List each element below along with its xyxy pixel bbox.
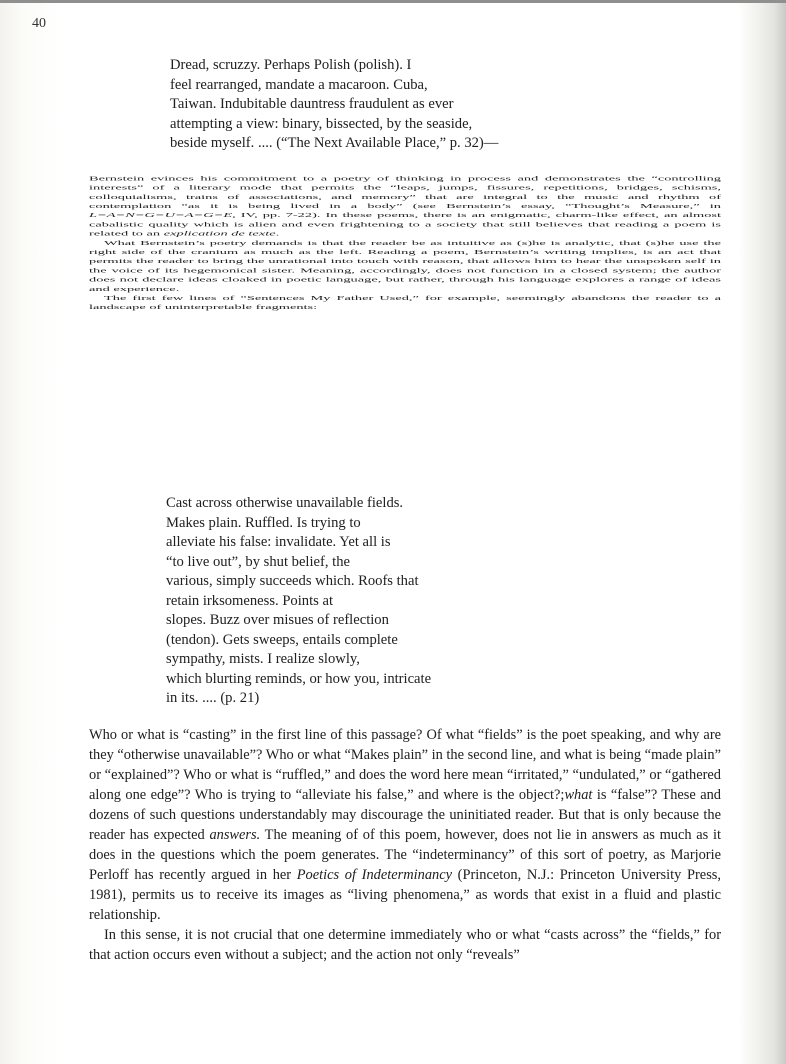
- quote-line: Cast across otherwise unavailable fields.: [166, 495, 404, 511]
- quote-line: Makes plain. Ruffled. Is trying to: [166, 514, 361, 531]
- quote-line: beside myself. .... (“The Next Available Place,” p. 32)—: [170, 135, 499, 151]
- paragraph: What Bernstein’s poetry demands is that the reader be as intuitive as (s)he is analytic, that (s)he use the right side of the cranium as much as the left. Reading a poem, Bernstein’s writing implies, is an act that permits the reader to bring the unrational into touch with reason, that allows him to hear the unspoken self in the voice of its hegemonical sister. Meaning, accordingly, does not function in a closed system; the author does not declare ideas cloaked in poetic language, but rather, through his language explores a range of ideas and experience.: [89, 239, 721, 293]
- quote-line: alleviate his false: invalidate. Yet all is: [166, 534, 391, 550]
- paragraph: Bernstein evinces his commitment to a poetry of thinking in process and demonstrates the “controlling interests” of a literary mode that permits the “leaps, jumps, fissures, repetitions, bridges, schisms, colloquialisms, trains of associations, and memory” that are integral to the music and rhythm of contemplation “as it is being lived in a body” (see Bernstein’s essay, “Thought’s Measure,” in L=A=N=G=U=A=G=E, IV, pp. 7-22). In these poems, there is an enigmatic, charm-like effect, an almost cabalistic quality which is alien and even frightening to a society that still believes that reading a poem is related to an explication de texte.: [89, 174, 721, 238]
- quote-line: Taiwan. Indubitable dauntress fraudulent as ever: [170, 96, 454, 112]
- paragraph: Who or what is “casting” in the first line of this passage? Of what “fields” is the poet speaking, and why are they “otherwise unavailable”? Who or what “Makes plain” in the second line, and what is being “made plain” or “explained”? Who or what is “ruffled,” and does the word here mean “irritated,” “undulated,” or “gathered along one edge”? Who is trying to “alleviate his false,” and where is the object?;what is “false”? These and dozens of such questions understandably may discourage the uninitiated reader. But that is only because the reader has expected answers. The meaning of of this poem, however, does not lie in answers as much as it does in the questions which the poem generates. The “indeterminancy” of this sort of poetry, as Marjorie Perloff has recently argued in her Poetics of Indeterminancy (Princeton, N.J.: Princeton University Press, 1981), permits us to receive its images as “living phenomena,” as words that exist in a fluid and plastic relationship.: [89, 727, 721, 923]
- quote-line: Dread, scruzzy. Perhaps Polish (polish). I: [170, 57, 412, 73]
- block-quote-next-available-place: [170, 56, 640, 154]
- paragraph: The first few lines of “Sentences My Father Used,” for example, seemingly abandons the reader to a landscape of uninterpretable fragments:: [89, 294, 721, 312]
- quote-line: slopes. Buzz over misues of reflection: [166, 612, 389, 628]
- body-text-section-2: [89, 725, 721, 965]
- quote-line: (tendon). Gets sweeps, entails complete: [166, 631, 398, 648]
- block-quote-sentences-my-father-used: [166, 494, 636, 709]
- page-number: 40: [32, 16, 46, 31]
- paragraph: In this sense, it is not crucial that one determine immediately who or what “casts across” the “fields,” for that action occurs even without a subject; and the action not only “reveals”: [89, 927, 721, 963]
- page-top-edge: [0, 0, 786, 3]
- body-text-section-1: [89, 174, 721, 312]
- quote-line: in its. .... (p. 21): [166, 690, 260, 706]
- quote-line: various, simply succeeds which. Roofs that: [166, 573, 419, 589]
- quote-line: “to live out”, by shut belief, the: [166, 553, 350, 570]
- quote-line: attempting a view: binary, bissected, by the seaside,: [170, 115, 473, 132]
- quote-line: sympathy, mists. I realize slowly,: [166, 651, 360, 667]
- quote-line: retain irksomeness. Points at: [166, 592, 333, 609]
- quote-line: which blurting reminds, or how you, intricate: [166, 670, 432, 687]
- quote-line: feel rearranged, mandate a macaroon. Cuba,: [170, 76, 428, 93]
